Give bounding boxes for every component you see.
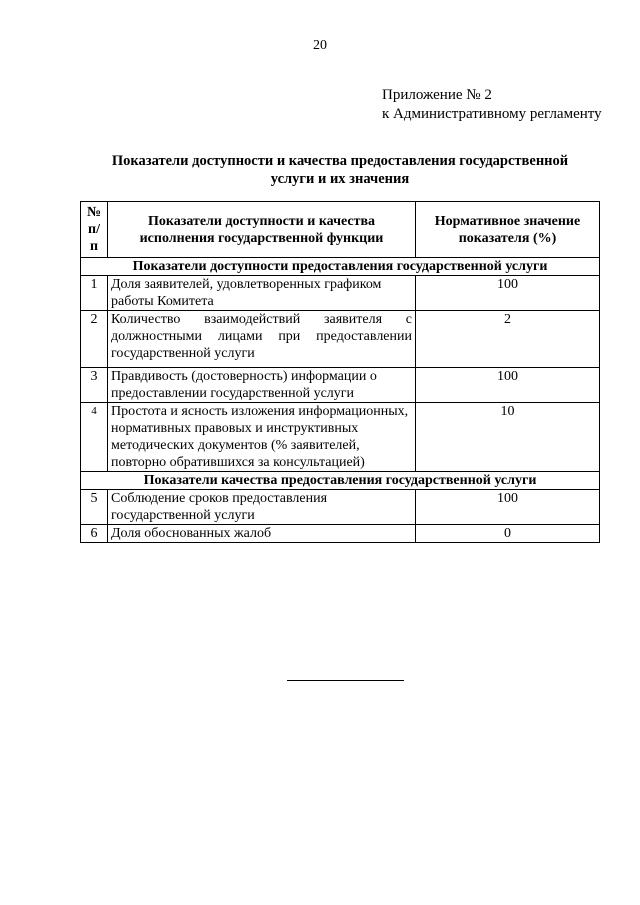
row-normative-value: 100 (416, 490, 600, 525)
header-normative-value: Нормативное значение показателя (%) (416, 202, 600, 258)
section-title-availability: Показатели доступности предоставления государственной услуги (81, 258, 600, 276)
appendix-line-1: Приложение № 2 (382, 87, 492, 103)
row-indicator-name: Простота и ясность изложения информационных, нормативных правовых и инструктивных методических документов (% заявителей, повторно обратившихся за консультацией) (108, 403, 416, 472)
header-number-line-2: п/п (88, 222, 100, 254)
row-number: 6 (81, 525, 108, 543)
row-normative-value: 2 (416, 311, 600, 368)
row-number: 1 (81, 276, 108, 311)
table-row (81, 490, 600, 525)
row-number: 3 (81, 368, 108, 403)
row-normative-value: 100 (416, 368, 600, 403)
table-row (81, 276, 600, 311)
row-normative-value: 100 (416, 276, 600, 311)
header-number (81, 202, 108, 258)
row-indicator-name: Правдивость (достоверность) информации о предоставлении государственной услуги (108, 368, 416, 403)
row-normative-value: 0 (416, 525, 600, 543)
table-row (81, 368, 600, 403)
appendix-line-2: к Административному регламенту (382, 106, 602, 122)
table-row (81, 525, 600, 543)
section-row-quality (81, 472, 600, 490)
appendix-heading (382, 86, 602, 124)
row-indicator-name: Доля обоснованных жалоб (108, 525, 416, 543)
document-title-line-2: услуги и их значения (270, 171, 410, 187)
table-header-row (81, 202, 600, 258)
page-number: 20 (313, 38, 327, 53)
row-number: 4 (81, 403, 108, 472)
end-of-document-rule (287, 680, 404, 681)
row-normative-value: 10 (416, 403, 600, 472)
row-indicator-name: Соблюдение сроков предоставления государственной услуги (108, 490, 416, 525)
row-number: 2 (81, 311, 108, 368)
row-indicator-name: Количество взаимодействий заявителя с должностными лицами при предоставлении государственной услуги (108, 311, 416, 368)
document-title (80, 152, 600, 188)
row-number: 5 (81, 490, 108, 525)
header-indicator-name: Показатели доступности и качества исполнения государственной функции (108, 202, 416, 258)
table-row (81, 311, 600, 368)
document-title-line-1: Показатели доступности и качества предоставления государственной (111, 153, 569, 169)
header-number-line-1: № (86, 205, 102, 220)
table-row (81, 403, 600, 472)
indicators-table (80, 201, 600, 543)
row-indicator-name: Доля заявителей, удовлетворенных графиком работы Комитета (108, 276, 416, 311)
section-row-availability (81, 258, 600, 276)
section-title-quality: Показатели качества предоставления государственной услуги (81, 472, 600, 490)
